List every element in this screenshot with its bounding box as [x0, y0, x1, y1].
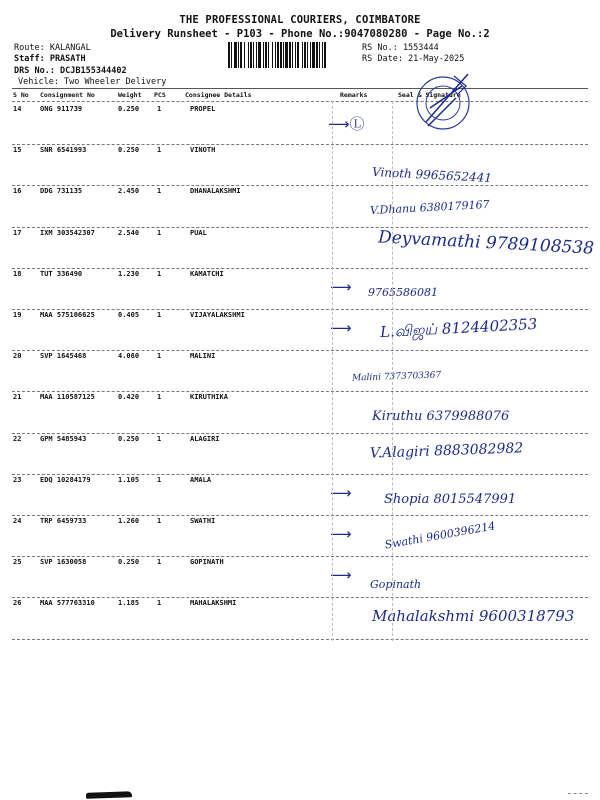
barcode-bar [322, 42, 323, 68]
cell-pcs: 1 [157, 187, 162, 196]
cell-sno: 19 [13, 311, 22, 319]
barcode-bar [234, 42, 237, 68]
signature: L.விஜய் 8124402353 [379, 314, 538, 342]
signature: V.Alagiri 8883082982 [369, 439, 524, 462]
cell-pcs: 1 [157, 105, 162, 113]
signature: Shopia 8015547991 [384, 491, 517, 507]
cell-consignment: MAA 575106625 [40, 311, 95, 319]
row-divider [12, 556, 588, 557]
barcode-bar [265, 42, 267, 68]
barcode-bar [256, 42, 257, 68]
signature: Vinoth 9965652441 [371, 165, 493, 186]
cell-sno: 26 [13, 599, 22, 608]
col-consignment-header: Consignment No [40, 91, 95, 99]
signature: V.Dhanu 6380179167 [369, 198, 490, 218]
cell-consignment: MAA 577763310 [40, 599, 95, 608]
barcode-bar [297, 42, 299, 68]
row-divider [12, 144, 588, 145]
barcode-bar [244, 42, 245, 68]
staff-label: Staff: PRASATH [14, 54, 86, 64]
remark-arrow-mark: ⟶ [330, 525, 352, 543]
barcode-bar [285, 42, 288, 68]
cell-consignee: ALAGIRI [190, 434, 220, 443]
cell-pcs: 1 [157, 558, 162, 567]
row-divider [12, 433, 588, 434]
cell-weight: 1.230 [118, 269, 140, 278]
cell-weight: 1.185 [118, 599, 140, 608]
drs-number: DRS No.: DCJB155344402 [14, 66, 127, 76]
row-divider [12, 185, 588, 186]
row-divider [12, 639, 588, 640]
barcode-bar [304, 42, 306, 68]
cell-sno: 22 [13, 434, 22, 443]
cell-consignment: TRP 6459733 [40, 517, 87, 525]
cell-weight: 1.260 [118, 517, 140, 525]
barcode-bar [280, 42, 282, 68]
cell-consignee: DHANALAKSHMI [190, 187, 241, 196]
cell-consignment: ONG 911739 [40, 105, 83, 113]
remarks-column-rule [332, 101, 333, 641]
cell-weight: 0.250 [118, 558, 140, 567]
cell-consignee: MAHALAKSHMI [190, 599, 237, 608]
signature: Kiruthu 6379988076 [372, 409, 510, 425]
cell-consignee: PROPEL [190, 105, 216, 113]
row-divider [12, 227, 588, 228]
seal-column-rule [392, 101, 393, 641]
barcode-bar [258, 42, 261, 68]
vehicle-label: Vehicle: Two Wheeler Delivery [18, 77, 167, 87]
barcode-bar [238, 42, 239, 68]
cell-weight: 0.420 [118, 393, 140, 402]
row-divider [12, 350, 588, 351]
col-consignee-header: Consignee Details [185, 91, 252, 99]
cell-sno: 21 [13, 393, 22, 402]
cell-consignment: IXM 303542307 [40, 228, 95, 237]
remark-arrow-mark: ⟶ [330, 566, 352, 585]
barcode-bar [272, 42, 273, 68]
route-label: Route: KALANGAL [14, 43, 91, 53]
row-divider [12, 309, 588, 310]
row-divider [12, 597, 588, 598]
rs-number: RS No.: 1553444 [362, 43, 439, 53]
cell-consignee: MALINI [190, 352, 216, 361]
rs-date: RS Date: 21-May-2025 [362, 54, 465, 64]
cell-pcs: 1 [157, 146, 162, 155]
barcode-bar [316, 42, 318, 68]
barcode-bar [240, 42, 242, 68]
runsheet-subtitle: Delivery Runsheet - P103 - Phone No.:9047080280 - Page No.:2 [110, 28, 490, 40]
signature: Swathi 9600396214 [383, 519, 497, 552]
row-divider [12, 515, 588, 516]
cell-consignee: GOPINATH [190, 558, 224, 567]
barcode [228, 42, 354, 68]
remark-arrow-mark: ⟶Ⓛ [328, 115, 365, 133]
cell-sno: 18 [13, 269, 22, 278]
footer-ink-mark [86, 791, 132, 799]
barcode-bar [307, 42, 308, 68]
barcode-bar [275, 42, 276, 68]
barcode-bar [263, 42, 264, 68]
signature: 9765586081 [368, 285, 438, 299]
signature: Malini 7373703367 [351, 370, 442, 384]
signature: Mahalakshmi 9600318793 [372, 607, 575, 626]
office-seal [408, 68, 478, 138]
barcode-bar [310, 42, 311, 68]
barcode-bar [231, 42, 232, 68]
barcode-bar [253, 42, 254, 68]
cell-weight: 4.060 [118, 352, 140, 361]
cell-consignment: SVP 1645468 [40, 352, 87, 361]
barcode-bar [312, 42, 315, 68]
cell-weight: 1.105 [118, 475, 140, 484]
cell-consignee: KIRUTHIKA [190, 393, 228, 402]
remark-arrow-mark: ⟶ [330, 483, 352, 502]
col-pcs-header: PCS [154, 91, 166, 99]
row-divider [12, 391, 588, 392]
barcode-bar [319, 42, 320, 68]
col-seal-header: Seal & Signature [398, 91, 461, 99]
col-sno-header: S No [13, 91, 29, 99]
remark-arrow-mark: ⟶ [330, 319, 352, 337]
cell-sno: 25 [13, 558, 22, 567]
cell-consignee: PUAL [190, 228, 207, 237]
cell-sno: 16 [13, 187, 22, 196]
company-title: THE PROFESSIONAL COURIERS, COIMBATORE [179, 14, 421, 26]
cell-consignee: KAMATCHI [190, 269, 224, 278]
cell-weight: 0.250 [118, 434, 140, 443]
cell-sno: 14 [13, 105, 22, 113]
header-bottom-rule [12, 101, 588, 102]
signature: Deyvamathi 9789108538 [377, 226, 595, 259]
cell-consignee: SWATHI [190, 517, 216, 525]
cell-pcs: 1 [157, 393, 162, 402]
cell-pcs: 1 [157, 434, 162, 443]
cell-pcs: 1 [157, 269, 162, 278]
barcode-bar [292, 42, 293, 68]
cell-consignment: MAA 110587125 [40, 393, 95, 402]
cell-consignee: AMALA [190, 475, 212, 484]
cell-pcs: 1 [157, 475, 162, 484]
barcode-bar [324, 42, 326, 68]
col-weight-header: Weight [118, 91, 142, 99]
barcode-bar [277, 42, 279, 68]
cell-pcs: 1 [157, 311, 162, 319]
cell-consignee: VIJAYALAKSHMI [190, 311, 245, 319]
signature: Gopinath [370, 578, 422, 592]
barcode-bar [250, 42, 252, 68]
barcode-bar [228, 42, 230, 68]
cell-consignment: SVP 1630058 [40, 558, 87, 567]
cell-pcs: 1 [157, 517, 162, 525]
cell-consignee: VINOTH [190, 146, 216, 155]
barcode-bar [248, 42, 249, 68]
cell-weight: 0.250 [118, 105, 140, 113]
cell-weight: 2.540 [118, 228, 140, 237]
cell-pcs: 1 [157, 599, 162, 608]
row-divider [12, 268, 588, 269]
barcode-bar [295, 42, 296, 68]
cell-consignment: TUT 336490 [40, 269, 83, 278]
cell-consignment: SNR 6541993 [40, 146, 87, 155]
barcode-bar [268, 42, 269, 68]
corner-rule [568, 793, 588, 798]
cell-pcs: 1 [157, 352, 162, 361]
cell-consignment: DDG 731135 [40, 187, 83, 196]
cell-sno: 23 [13, 475, 22, 484]
remark-arrow-mark: ⟶ [330, 277, 352, 296]
row-divider [12, 474, 588, 475]
cell-sno: 20 [13, 352, 22, 361]
cell-sno: 15 [13, 146, 22, 155]
barcode-bar [302, 42, 303, 68]
cell-pcs: 1 [157, 228, 162, 237]
barcode-bar [289, 42, 291, 68]
cell-consignment: GPM 5485943 [40, 434, 87, 443]
col-remarks-header: Remarks [340, 91, 368, 99]
cell-sno: 17 [13, 228, 22, 237]
table-top-rule [12, 88, 588, 89]
barcode-bar [283, 42, 284, 68]
cell-weight: 0.405 [118, 311, 140, 319]
cell-weight: 0.250 [118, 146, 140, 155]
cell-consignment: EDQ 10284179 [40, 475, 91, 484]
cell-weight: 2.450 [118, 187, 140, 196]
cell-sno: 24 [13, 517, 22, 525]
